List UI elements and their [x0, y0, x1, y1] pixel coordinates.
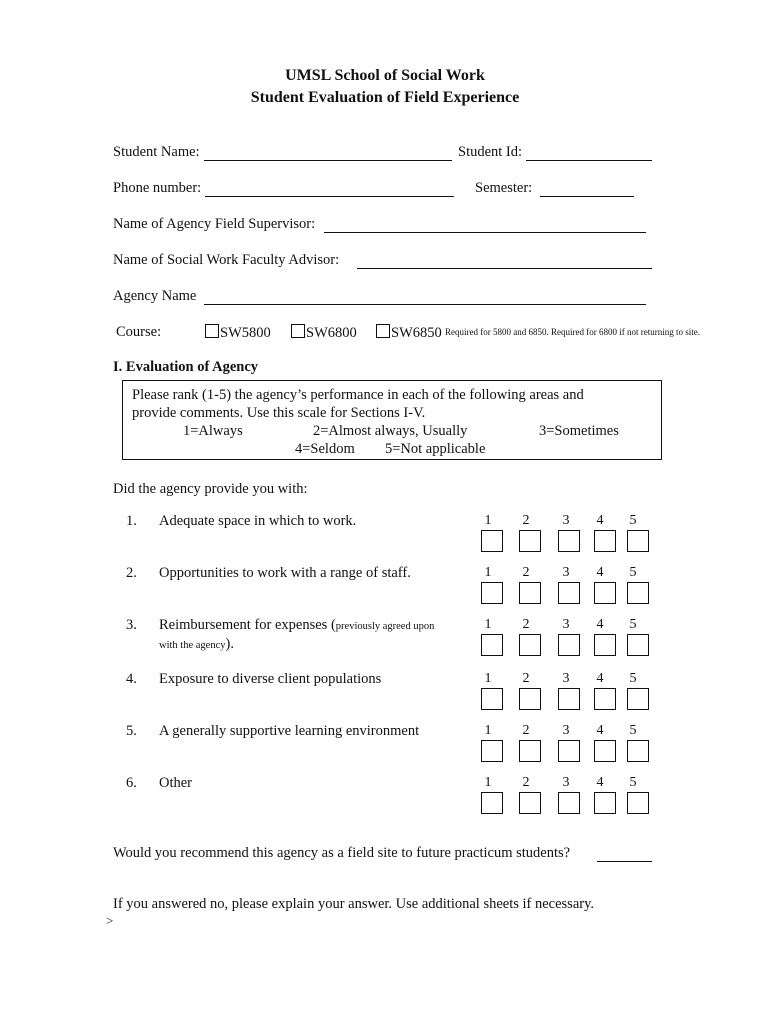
student-name-label: Student Name: [113, 144, 200, 160]
rating-label: 2 [522, 723, 530, 738]
rating-label: 2 [522, 617, 530, 632]
rating-label: 1 [484, 671, 492, 686]
course-label: Course: [116, 324, 162, 340]
rating-box-4[interactable] [594, 582, 616, 604]
rating-label: 5 [629, 513, 637, 528]
rating-box-3[interactable] [558, 792, 580, 814]
student-name-field[interactable] [204, 160, 452, 161]
item-text: Reimbursement for expenses (previously agreed upon [159, 617, 435, 633]
semester-label: Semester: [475, 180, 533, 196]
rating-label: 5 [629, 775, 637, 790]
rating-label: 2 [522, 565, 530, 580]
rating-box-5[interactable] [627, 634, 649, 656]
form-subtitle: Student Evaluation of Field Experience [250, 89, 520, 106]
checkbox-icon[interactable] [291, 324, 305, 338]
phone-field[interactable] [205, 196, 454, 197]
rating-label: 1 [484, 513, 492, 528]
rating-box-1[interactable] [481, 688, 503, 710]
rating-label: 3 [562, 723, 570, 738]
rating-label: 5 [629, 565, 637, 580]
rating-box-2[interactable] [519, 634, 541, 656]
rating-label: 2 [522, 671, 530, 686]
semester-field[interactable] [540, 196, 634, 197]
rating-label: 4 [596, 513, 604, 528]
phone-label: Phone number: [113, 180, 202, 196]
rating-box-1[interactable] [481, 792, 503, 814]
rating-label: 3 [562, 775, 570, 790]
rating-box-3[interactable] [558, 634, 580, 656]
rating-box-4[interactable] [594, 634, 616, 656]
item-text: Exposure to diverse client populations [159, 671, 382, 687]
item-number: 4. [126, 671, 137, 687]
recommend-answer-field[interactable] [597, 861, 652, 862]
rating-label: 2 [522, 775, 530, 790]
rating-label: 3 [562, 671, 570, 686]
item-text: Adequate space in which to work. [159, 513, 357, 529]
scale-always: 1=Always [183, 423, 243, 439]
faculty-advisor-label: Name of Social Work Faculty Advisor: [113, 252, 340, 268]
explain-instruction: If you answered no, please explain your answer. Use additional sheets if necessary. [113, 896, 595, 912]
rating-box-1[interactable] [481, 582, 503, 604]
rating-label: 5 [629, 617, 637, 632]
faculty-advisor-field[interactable] [357, 268, 652, 269]
agency-name-label: Agency Name [113, 288, 197, 304]
course-option-sw5800[interactable]: SW5800 [205, 324, 271, 342]
rating-label: 1 [484, 617, 492, 632]
rating-box-1[interactable] [481, 740, 503, 762]
scale-sometimes: 3=Sometimes [539, 423, 619, 439]
rating-box-4[interactable] [594, 792, 616, 814]
rating-box-2[interactable] [519, 530, 541, 552]
course-option-sw6850[interactable]: SW6850 [376, 324, 442, 342]
item-text: Other [159, 775, 193, 791]
rating-box-5[interactable] [627, 688, 649, 710]
item-number: 3. [126, 617, 137, 633]
rating-label: 4 [596, 617, 604, 632]
agency-supervisor-field[interactable] [324, 232, 646, 233]
scale-seldom: 4=Seldom [295, 441, 355, 457]
rating-box-3[interactable] [558, 688, 580, 710]
instruction-line-1: Please rank (1-5) the agency’s performance in each of the following areas and [132, 387, 584, 403]
agency-prompt: Did the agency provide you with: [113, 481, 308, 497]
rating-box-2[interactable] [519, 582, 541, 604]
rating-label: 2 [522, 513, 530, 528]
course-note: Required for 5800 and 6850. Required for 6800 if not returning to site. [445, 327, 700, 337]
item-text-continued: with the agency). [159, 636, 234, 652]
rating-box-4[interactable] [594, 688, 616, 710]
item-number: 6. [126, 775, 137, 791]
item-number: 5. [126, 723, 137, 739]
rating-box-5[interactable] [627, 740, 649, 762]
rating-label: 3 [562, 617, 570, 632]
rating-label: 1 [484, 565, 492, 580]
agency-name-field[interactable] [204, 304, 646, 305]
rating-box-2[interactable] [519, 688, 541, 710]
rating-box-3[interactable] [558, 582, 580, 604]
item-number: 1. [126, 513, 137, 529]
scale-not-applicable: 5=Not applicable [385, 441, 486, 457]
rating-box-4[interactable] [594, 740, 616, 762]
rating-box-5[interactable] [627, 582, 649, 604]
rating-label: 1 [484, 775, 492, 790]
checkbox-icon[interactable] [205, 324, 219, 338]
rating-label: 5 [629, 671, 637, 686]
instruction-line-2: provide comments. Use this scale for Sections I-V. [132, 405, 426, 421]
rating-box-4[interactable] [594, 530, 616, 552]
rating-label: 4 [596, 671, 604, 686]
rating-label: 1 [484, 723, 492, 738]
form-title: UMSL School of Social Work [285, 67, 485, 84]
rating-label: 3 [562, 565, 570, 580]
rating-label: 4 [596, 775, 604, 790]
rating-box-3[interactable] [558, 740, 580, 762]
item-text: A generally supportive learning environment [159, 723, 420, 739]
recommend-question: Would you recommend this agency as a field site to future practicum students? [113, 845, 571, 861]
item-number: 2. [126, 565, 137, 581]
course-option-sw6800[interactable]: SW6800 [291, 324, 357, 342]
agency-supervisor-label: Name of Agency Field Supervisor: [113, 216, 316, 232]
answer-marker: > [106, 913, 114, 928]
rating-box-2[interactable] [519, 740, 541, 762]
rating-label: 3 [562, 513, 570, 528]
student-id-label: Student Id: [458, 144, 523, 160]
rating-label: 4 [596, 723, 604, 738]
rating-box-2[interactable] [519, 792, 541, 814]
rating-label: 5 [629, 723, 637, 738]
rating-box-5[interactable] [627, 792, 649, 814]
rating-box-5[interactable] [627, 530, 649, 552]
rating-box-1[interactable] [481, 530, 503, 552]
checkbox-icon[interactable] [376, 324, 390, 338]
item-text: Opportunities to work with a range of staff. [159, 565, 411, 581]
rating-box-1[interactable] [481, 634, 503, 656]
rating-box-3[interactable] [558, 530, 580, 552]
student-id-field[interactable] [526, 160, 652, 161]
instruction-box [122, 380, 662, 460]
section-heading: I. Evaluation of Agency [113, 359, 259, 375]
rating-label: 4 [596, 565, 604, 580]
scale-almost-always: 2=Almost always, Usually [313, 423, 468, 439]
